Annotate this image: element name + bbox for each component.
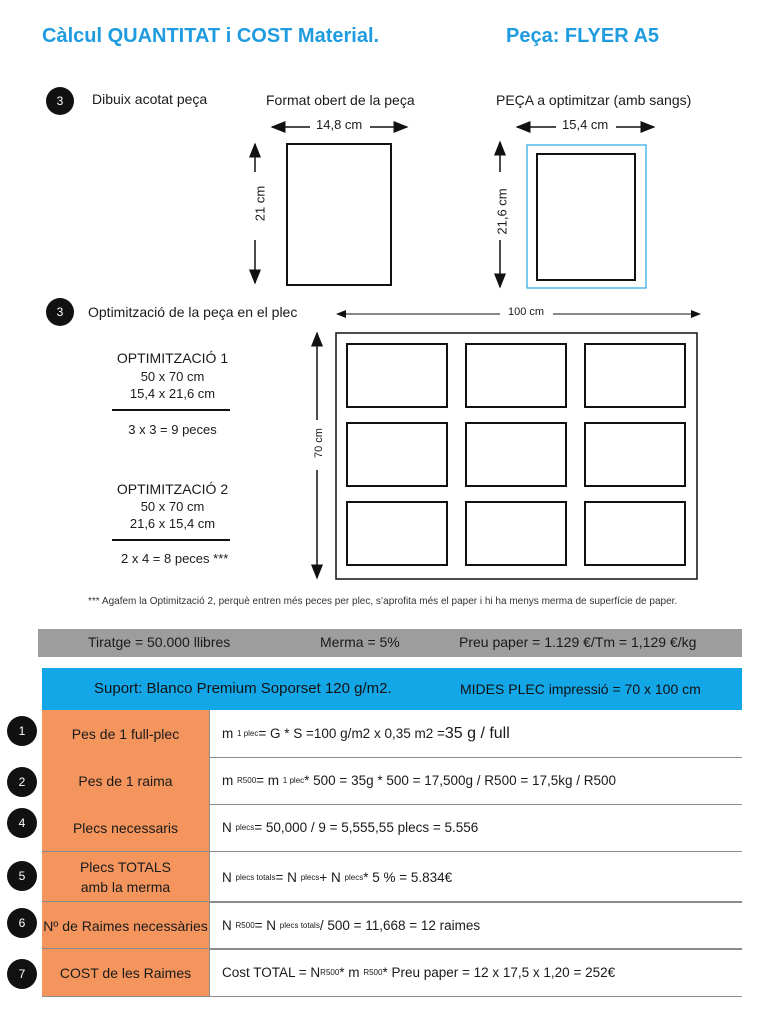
piece-cell (466, 423, 566, 486)
open-height-label: 21 cm (252, 185, 268, 222)
row-number-badge: 7 (7, 959, 37, 989)
table-row (42, 901, 742, 950)
table-row (42, 851, 742, 903)
table-row (42, 804, 742, 852)
row-number-badge: 5 (7, 861, 37, 891)
optimize-height-label: 21,6 cm (494, 188, 510, 235)
tiratge-text: Tiratge = 50.000 llibres (88, 634, 231, 650)
row-formula: m 1 plec = G * S =100 g/m2 x 0,35 m2 = 35 g / full (222, 724, 510, 742)
row-formula: N R500 = N plecs totals / 500 = 11,668 = 12 raimes (222, 918, 481, 933)
piece-grid (347, 344, 685, 565)
opt2-title: OPTIMITZACIÓ 2 (116, 481, 229, 497)
opt1-title: OPTIMITZACIÓ 1 (116, 350, 229, 366)
opt1-divider (112, 409, 230, 411)
merma-text: Merma = 5% (320, 634, 400, 650)
table-row (42, 710, 742, 758)
row-label: Pes de 1 raima (42, 757, 209, 804)
preu-text: Preu paper = 1.129 €/Tm = 1,129 €/kg (459, 634, 697, 650)
row-formula: N plecs = 50,000 / 9 = 5,555,55 plecs = 5.556 (222, 820, 479, 835)
row-formula: m R500 = m 1 plec * 500 = 35g * 500 = 17,500g / R500 = 17,5kg / R500 (222, 773, 617, 788)
section1-label: Dibuix acotat peça (92, 91, 208, 107)
step-badge: 3 (46, 298, 74, 326)
row-label: Nº de Raimes necessàries (42, 902, 209, 949)
row-label: Pes de 1 full-plec (42, 710, 209, 757)
opt1-piece: 15,4 x 21,6 cm (129, 386, 216, 401)
opt1-result: 3 x 3 = 9 peces (128, 422, 217, 437)
summary-band (38, 629, 742, 657)
optimize-piece-title: PEÇA a optimitzar (amb sangs) (496, 92, 692, 108)
row-number-badge: 2 (7, 767, 37, 797)
sheet-width-label: 100 cm (508, 306, 545, 318)
row-number-badge: 6 (7, 908, 37, 938)
row-label: Plecs TOTALS amb la merma (42, 852, 209, 902)
support-bar (42, 668, 742, 710)
table-row (42, 948, 742, 997)
piece-cell (466, 344, 566, 407)
piece-cell (585, 344, 685, 407)
sheet-height-label: 70 cm (313, 428, 325, 458)
piece-cell (466, 502, 566, 565)
support-label: Suport: Blanco Premium Soporset 120 g/m2. (94, 680, 392, 697)
open-width-label: 14,8 cm (316, 117, 363, 132)
opt2-sheet: 50 x 70 cm (140, 499, 205, 514)
opt1-sheet: 50 x 70 cm (140, 369, 205, 384)
step-badge: 3 (46, 87, 74, 115)
piece-cell (347, 423, 447, 486)
optimization-note: *** Agafem la Optimització 2, perquè entren més peces per plec, s’aprofita més el paper i hi ha menys merma de superfície de paper. (88, 596, 678, 607)
piece-cell (347, 502, 447, 565)
open-format-rect (287, 144, 391, 285)
mides-plec-text: MIDES PLEC impressió = 70 x 100 cm (460, 681, 701, 697)
table-row (42, 757, 742, 805)
row-number-badge: 4 (7, 808, 37, 838)
support-name: Blanco Premium Soporset 120 g/m2. (146, 680, 392, 697)
piece-cell (585, 423, 685, 486)
open-format-title: Format obert de la peça (266, 92, 415, 108)
page-title: Càlcul QUANTITAT i COST Material. (42, 25, 380, 47)
optimize-width-label: 15,4 cm (562, 117, 609, 132)
opt2-piece: 21,6 x 15,4 cm (129, 516, 216, 531)
opt2-divider (112, 539, 230, 541)
row-label: COST de les Raimes (42, 949, 209, 996)
opt2-result: 2 x 4 = 8 peces *** (121, 551, 229, 566)
section2-label: Optimització de la peça en el plec (88, 304, 298, 320)
piece-title: Peça: FLYER A5 (506, 25, 660, 47)
row-formula: N plecs totals = N plecs + N plecs * 5 % = 5.834€ (222, 869, 453, 885)
row-formula: Cost TOTAL = N R500 * m R500 * Preu paper = 12 x 17,5 x 1,20 = 252€ (222, 965, 616, 980)
optimize-piece-rect (537, 154, 635, 280)
piece-cell (347, 344, 447, 407)
piece-cell (585, 502, 685, 565)
row-number-badge: 1 (7, 716, 37, 746)
row-label: Plecs necessaris (42, 804, 209, 851)
